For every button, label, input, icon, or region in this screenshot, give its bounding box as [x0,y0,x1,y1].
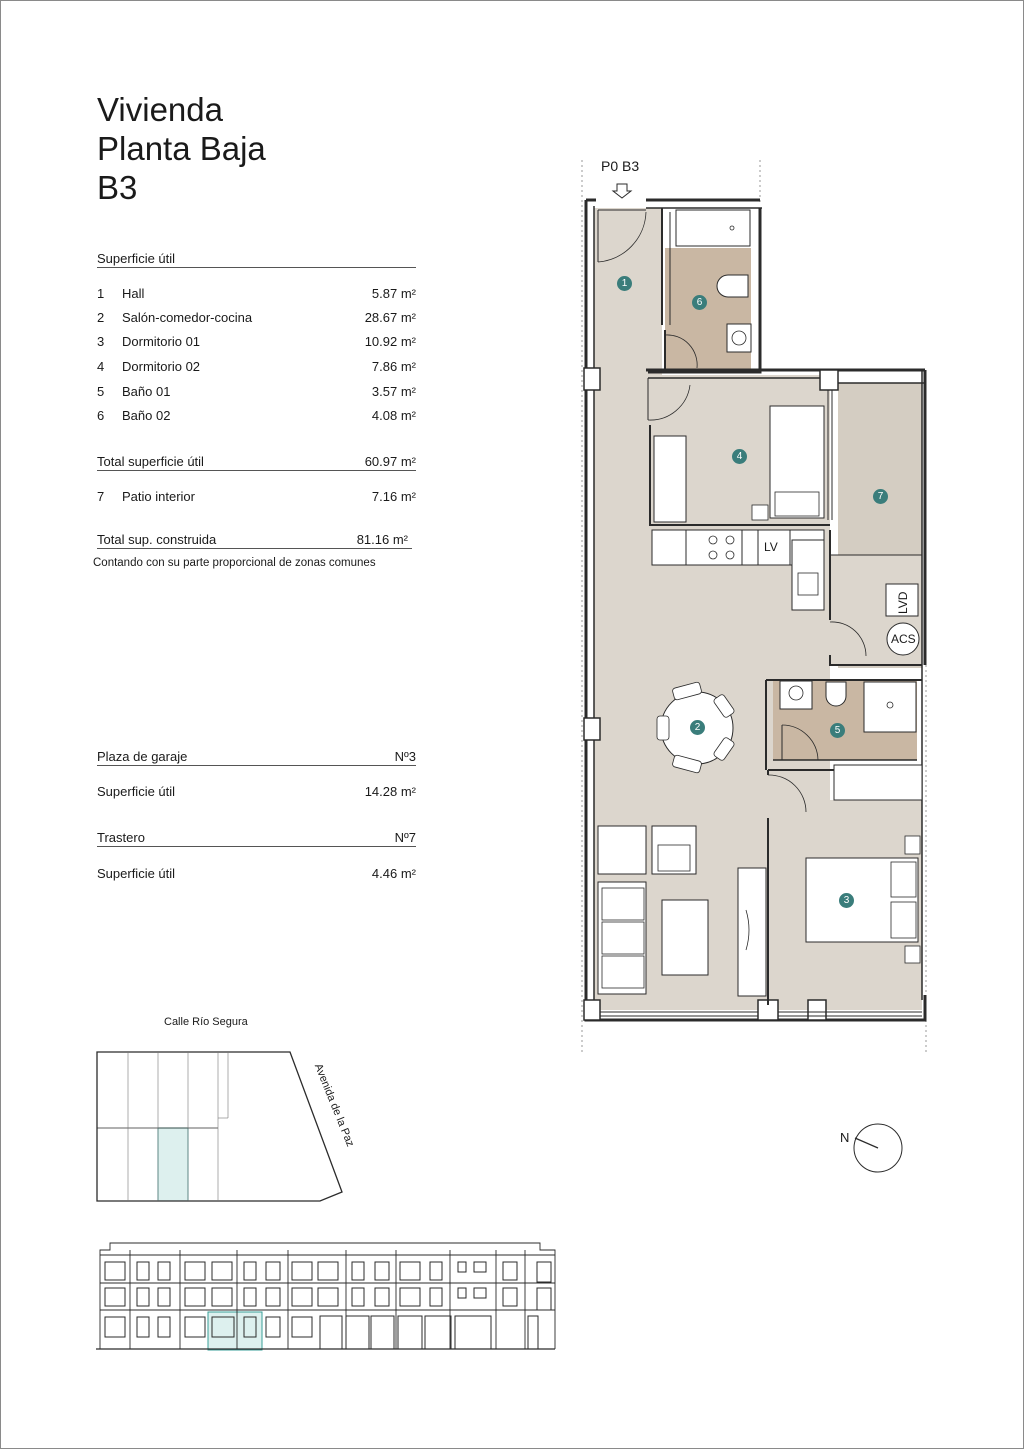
room-area: 10.92 m² [364,334,416,349]
room-badge-1: 1 [617,276,632,291]
street-label-avenida: Avenida de la Paz [311,1062,357,1149]
room-area: 4.08 m² [371,408,416,423]
total-label: Total superficie útil [97,454,204,469]
construida-label: Total sup. construida [97,532,217,547]
room-name: Baño 02 [122,408,171,423]
lv-label: LV [764,540,778,554]
superficie-heading: Superficie útil [97,251,416,268]
room-badge-5: 5 [830,723,845,738]
room-name: Dormitorio 02 [122,359,201,374]
street-label-rio-segura: Calle Río Segura [164,1016,248,1028]
elevation [96,1243,555,1350]
trastero-label: Trastero [97,830,145,845]
room-number: 1 [97,286,105,301]
room-number: 6 [97,408,105,423]
room-number: 5 [97,384,105,399]
room-badge-6: 6 [692,295,707,310]
construida-note: Contando con su parte proporcional de zonas comunes [93,557,376,569]
room-number: 4 [97,359,105,374]
patio-number: 7 [97,489,105,504]
room-number: 2 [97,310,105,325]
hall-floor [594,208,662,378]
garaje-sup-label: Superficie útil [97,784,176,799]
lvd-label: LVD [896,591,910,614]
title-line-3: B3 [97,169,138,206]
acs-label: ACS [891,632,916,646]
room-area: 3.57 m² [371,384,416,399]
room-area: 7.86 m² [371,359,416,374]
trastero-sup-value: 4.46 m² [371,866,416,881]
patio-area: 7.16 m² [371,489,416,504]
room-badge-4: 4 [732,449,747,464]
garaje-label: Plaza de garaje [97,749,188,764]
construida-value: 81.16 m² [356,532,408,547]
room-badge-3: 3 [839,893,854,908]
room-badge-2: 2 [690,720,705,735]
trastero-sup-label: Superficie útil [97,866,176,881]
floor-plan [582,160,926,1055]
site-map [97,1052,342,1201]
trastero-number: Nº7 [394,830,416,845]
garaje-number: Nº3 [394,749,416,764]
title-line-2: Planta Baja [97,130,266,167]
room-name: Baño 01 [122,384,171,399]
room-number: 3 [97,334,105,349]
room-name: Salón-comedor-cocina [122,310,253,325]
total-value: 60.97 m² [364,454,416,469]
unit-label: P0 B3 [601,158,640,174]
room-name: Dormitorio 01 [122,334,201,349]
room-badge-7: 7 [873,489,888,504]
garaje-sup-value: 14.28 m² [364,784,416,799]
room-area: 28.67 m² [364,310,416,325]
compass [854,1124,902,1172]
title-line-1: Vivienda [97,91,223,128]
patio-name: Patio interior [122,489,195,504]
room-area: 5.87 m² [371,286,416,301]
compass-north-label: N [840,1130,850,1145]
room-name: Hall [122,286,145,301]
